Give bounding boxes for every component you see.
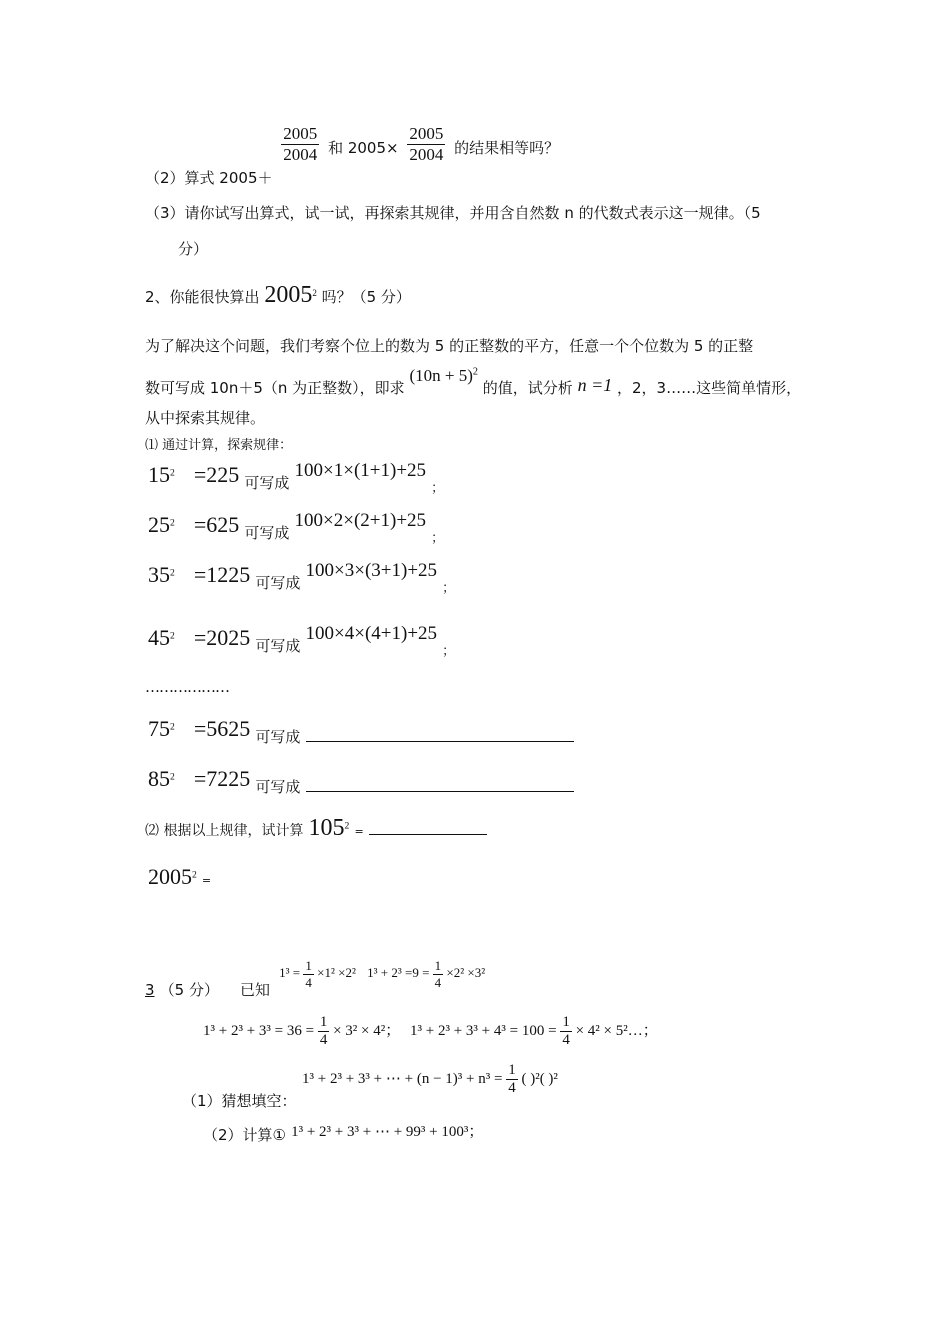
row-base: 15 [148, 462, 170, 487]
fraction-denominator: 4 [562, 1032, 570, 1048]
row-expr: 100×1×(1+1)+25 [294, 460, 427, 481]
formula-right: ×2² ×3² [446, 965, 486, 981]
q2-last-exp: 2 [192, 869, 197, 881]
row-base: 75 [148, 716, 170, 741]
row-exp: 2 [170, 567, 175, 579]
fraction-numerator: 1 [319, 1014, 328, 1030]
pattern-row-35 [148, 560, 456, 596]
q1-2-prefix: （2）算式 2005＋ [145, 169, 273, 187]
expr-exp: 2 [472, 366, 478, 378]
q2-sub2-prefix: ⑵ 根据以上规律，试计算 [145, 823, 304, 839]
q2-intro-line1: 为了解决这个问题，我们考察个位上的数为 5 的正整数的平方，任意一个个位数为 5 的正整 [145, 337, 754, 355]
fraction-denominator: 4 [508, 1080, 516, 1096]
answer-blank[interactable] [306, 791, 574, 792]
q3-number: 3 [145, 981, 155, 1000]
row-result: =7225 [193, 766, 251, 791]
fraction-2005-2004-a [281, 124, 319, 165]
q2-heading [145, 282, 411, 309]
fraction-denominator: 4 [319, 1032, 328, 1048]
fraction-one-quarter [506, 1062, 518, 1097]
q2-heading-exp: 2 [312, 288, 317, 298]
q2-intro2-c: ，2，3……这些简单情形， [617, 379, 802, 397]
fraction-numerator: 2005 [409, 124, 444, 143]
row-base: 25 [148, 512, 170, 537]
q2-heading-base: 2005 [264, 282, 313, 308]
row-exp: 2 [170, 630, 175, 642]
row-semicolon: ； [431, 481, 445, 496]
fraction-denominator: 2004 [409, 145, 444, 164]
row-can-write: 可写成 [255, 574, 301, 592]
fraction-denominator: 4 [305, 975, 312, 990]
fraction-numerator: 1 [434, 958, 442, 973]
ellipsis-dots: ……………… [145, 678, 229, 696]
formula-right: ( )²( )² [521, 1070, 558, 1087]
row-expr: 100×4×(4+1)+25 [305, 623, 438, 644]
answer-blank-105[interactable] [369, 834, 487, 835]
row-result: =225 [193, 462, 240, 487]
blank-row-85 [148, 766, 574, 796]
q3-formula-line-3 [302, 1062, 558, 1097]
q2-sub2-exp: 2 [344, 820, 350, 832]
formula-right: × 4² × 5²…； [575, 1022, 658, 1039]
formula-left: 1³ + 2³ + 3³ = 36 = [203, 1022, 318, 1039]
formula-left: 1³ + 2³ + 3³ + ⋯ + (n − 1)³ + n³ = [302, 1070, 507, 1087]
row-semicolon: ； [442, 644, 456, 659]
row-exp: 2 [170, 467, 175, 479]
row-base: 35 [148, 562, 170, 587]
pattern-row-15 [148, 460, 445, 496]
fraction-numerator: 1 [508, 1062, 516, 1078]
expr-10n-plus-5: (10n + 5) [409, 366, 473, 385]
q1-2-line [145, 124, 560, 187]
row-base: 85 [148, 766, 170, 791]
row-result: =2025 [193, 625, 251, 650]
q3-score: （5 分） [159, 981, 219, 1000]
q1-2-suffix: 的结果相等吗？ [454, 139, 560, 157]
answer-blank[interactable] [306, 741, 574, 742]
fraction-numerator: 2005 [283, 124, 318, 143]
fraction-denominator: 4 [434, 975, 442, 990]
formula-right: × 3² × 4²； [333, 1022, 401, 1039]
q2-intro2-n: n =1 [577, 375, 613, 395]
q3-formula-2 [367, 958, 486, 990]
q1-3-line1: （3）请你试写出算式，试一试，再探索其规律，并用含自然数 n 的代数式表示这一规律。（5 [145, 204, 761, 222]
q3-formula-1 [279, 958, 359, 990]
fraction-2005-2004-b [407, 124, 445, 165]
row-semicolon: ； [442, 581, 456, 596]
pattern-row-45 [148, 623, 456, 659]
formula-left: 1³ + 2³ + 3³ + 4³ = 100 = [410, 1022, 561, 1039]
fraction-one-quarter [560, 1014, 572, 1049]
q2-last-line [148, 864, 211, 890]
row-exp: 2 [170, 721, 175, 733]
fraction-one-quarter [433, 958, 444, 991]
q3-sub2-expr: 1³ + 2³ + 3³ + ⋯ + 99³ + 100³； [291, 1124, 484, 1140]
fraction-numerator: 1 [305, 958, 312, 973]
q2-intro2-expr [409, 366, 478, 385]
row-expr: 100×3×(3+1)+25 [305, 560, 438, 581]
q2-sub2-base: 105 [308, 815, 345, 841]
fraction-numerator: 1 [562, 1014, 570, 1030]
blank-row-75 [148, 716, 574, 746]
q1-2-mid: 和 2005× [328, 139, 399, 157]
q3-header [145, 958, 486, 1000]
q2-intro2-a: 数可写成 10n＋5（n 为正整数），即求 [145, 379, 405, 397]
formula-left: 1³ = [279, 965, 304, 981]
row-can-write: 可写成 [255, 778, 301, 796]
row-result: =625 [193, 512, 240, 537]
q2-last-eq: = [201, 874, 212, 887]
q3-sub2 [203, 1124, 483, 1145]
row-result: =1225 [193, 562, 251, 587]
q2-heading-prefix: 2、你能很快算出 [145, 288, 260, 306]
fraction-denominator: 2004 [283, 145, 318, 164]
q2-intro-line2 [145, 365, 802, 397]
q1-3-line2: 分） [178, 240, 209, 258]
q3-sub1: （1）猜想填空： [182, 1092, 297, 1110]
formula-right: ×1² ×2² [317, 965, 356, 981]
row-can-write: 可写成 [255, 728, 301, 746]
q2-intro2-b: 的值，试分析 [482, 379, 573, 397]
row-can-write: 可写成 [244, 524, 290, 542]
row-exp: 2 [170, 517, 175, 529]
row-result: =5625 [193, 716, 251, 741]
row-semicolon: ； [431, 531, 445, 546]
row-exp: 2 [170, 771, 175, 783]
q2-heading-suffix: 吗？（5 分） [321, 288, 411, 306]
row-can-write: 可写成 [244, 474, 290, 492]
q3-formula-line-2 [203, 1014, 658, 1049]
q2-sub2-eq: = [354, 825, 364, 838]
formula-left: 1³ + 2³ =9 = [367, 965, 433, 981]
q2-intro-line3: 从中探索其规律。 [145, 409, 266, 427]
q2-sub1: ⑴ 通过计算，探索规律： [145, 438, 293, 453]
q2-sub2 [145, 815, 487, 842]
pattern-row-25 [148, 510, 445, 546]
q3-known: 已知 [240, 981, 271, 1000]
row-base: 45 [148, 625, 170, 650]
fraction-one-quarter [303, 958, 314, 991]
row-can-write: 可写成 [255, 637, 301, 655]
q2-last-base: 2005 [148, 864, 192, 889]
row-expr: 100×2×(2+1)+25 [294, 510, 427, 531]
fraction-one-quarter [318, 1014, 330, 1049]
q3-sub2-prefix: （2）计算① [203, 1126, 286, 1144]
